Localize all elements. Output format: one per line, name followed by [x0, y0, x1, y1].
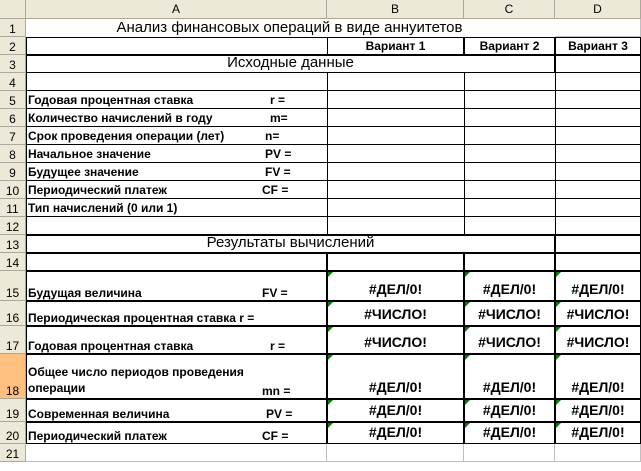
row-header-14[interactable]: 14: [0, 253, 26, 271]
input-symbol-3: n=: [265, 129, 280, 143]
row-header-12[interactable]: 12: [0, 217, 26, 235]
cell-d3[interactable]: [555, 55, 641, 73]
input-c-10[interactable]: [464, 181, 555, 199]
column-header-d[interactable]: D: [555, 0, 641, 19]
input-a-12[interactable]: [26, 217, 327, 235]
error-indicator-4-3: [556, 355, 561, 360]
sheet-title[interactable]: Анализ финансовых операций в виде аннуитетов: [26, 19, 555, 37]
gridline-row-20: [26, 461, 641, 462]
cell-c14[interactable]: [464, 253, 555, 271]
result-symbol-5: PV =: [266, 407, 293, 421]
result-value-3-3[interactable]: #ЧИСЛО!: [555, 326, 641, 354]
error-indicator-2-1: [328, 302, 333, 307]
input-c-5[interactable]: [464, 91, 555, 109]
error-indicator-6-1: [328, 423, 333, 428]
column-header-b[interactable]: B: [327, 0, 464, 19]
row-header-7[interactable]: 7: [0, 127, 26, 145]
result-value-5-3[interactable]: #ДЕЛ/0!: [555, 399, 641, 422]
row-header-8[interactable]: 8: [0, 145, 26, 163]
error-indicator-4-1: [328, 355, 333, 360]
input-c-12[interactable]: [464, 217, 555, 235]
error-indicator-3-1: [328, 327, 333, 332]
input-row-line-11: [26, 216, 641, 217]
input-row-line-10: [26, 198, 641, 199]
input-label-1: Годовая процентная ставка: [28, 93, 194, 107]
error-indicator-1-2: [465, 272, 470, 277]
input-c-11[interactable]: [464, 199, 555, 217]
row-header-4[interactable]: 4: [0, 73, 26, 91]
error-indicator-2-3: [556, 302, 561, 307]
error-indicator-3-3: [556, 327, 561, 332]
error-indicator-4-2: [465, 355, 470, 360]
result-label-6: Периодический платеж: [28, 429, 167, 443]
cell-d13[interactable]: [555, 235, 641, 253]
input-b-10[interactable]: [327, 181, 464, 199]
result-value-5-1[interactable]: #ДЕЛ/0!: [327, 399, 464, 422]
column-header-a[interactable]: A: [26, 0, 327, 19]
input-symbol-2: m=: [270, 111, 288, 125]
result-symbol-3: r =: [270, 339, 286, 353]
row-header-10[interactable]: 10: [0, 181, 26, 199]
error-indicator-1-3: [556, 272, 561, 277]
result-symbol-1: FV =: [262, 286, 288, 300]
input-b-12[interactable]: [327, 217, 464, 235]
result-value-2-2[interactable]: #ЧИСЛО!: [464, 301, 555, 326]
input-symbol-5: FV =: [265, 165, 291, 179]
row-header-16[interactable]: 16: [0, 301, 26, 326]
input-b-8[interactable]: [327, 145, 464, 163]
result-label-4: Общее число периодов проведения операции: [28, 365, 244, 395]
result-value-1-1[interactable]: #ДЕЛ/0!: [327, 271, 464, 301]
error-indicator-5-2: [465, 400, 470, 405]
input-a-4[interactable]: [26, 73, 327, 91]
input-label-5: Будущее значение: [28, 165, 139, 179]
input-row-line-9: [26, 180, 641, 181]
input-d-7[interactable]: [555, 127, 641, 145]
row-header-20[interactable]: 20: [0, 422, 26, 444]
variant-header-1[interactable]: Вариант 1: [327, 37, 464, 55]
input-c-8[interactable]: [464, 145, 555, 163]
input-row-line-6: [26, 126, 641, 127]
error-indicator-5-1: [328, 400, 333, 405]
input-d-8[interactable]: [555, 145, 641, 163]
result-value-1-3[interactable]: #ДЕЛ/0!: [555, 271, 641, 301]
select-all-corner[interactable]: [0, 0, 26, 19]
input-label-6: Периодический платеж: [28, 183, 167, 197]
row-header-15[interactable]: 15: [0, 271, 26, 301]
input-b-4[interactable]: [327, 73, 464, 91]
row-header-3[interactable]: 3: [0, 55, 26, 73]
error-indicator-6-3: [556, 423, 561, 428]
error-indicator-2-2: [465, 302, 470, 307]
row-header-13[interactable]: 13: [0, 235, 26, 253]
error-indicator-5-3: [556, 400, 561, 405]
input-b-6[interactable]: [327, 109, 464, 127]
result-value-4-2[interactable]: #ДЕЛ/0!: [464, 354, 555, 399]
error-indicator-3-2: [465, 327, 470, 332]
input-c-7[interactable]: [464, 127, 555, 145]
input-d-5[interactable]: [555, 91, 641, 109]
section-input-title[interactable]: Исходные данные: [26, 55, 555, 73]
input-d-12[interactable]: [555, 217, 641, 235]
row-header-2[interactable]: 2: [0, 37, 26, 55]
row-header-1[interactable]: 1: [0, 19, 26, 37]
row-header-5[interactable]: 5: [0, 91, 26, 109]
input-d-6[interactable]: [555, 109, 641, 127]
input-b-7[interactable]: [327, 127, 464, 145]
input-b-11[interactable]: [327, 199, 464, 217]
variant-header-3[interactable]: Вариант 3: [555, 37, 641, 55]
column-header-c[interactable]: C: [464, 0, 555, 19]
result-value-2-3[interactable]: #ЧИСЛО!: [555, 301, 641, 326]
cell-b14[interactable]: [327, 253, 464, 271]
result-value-3-1[interactable]: #ЧИСЛО!: [327, 326, 464, 354]
row-header-18[interactable]: 18: [0, 354, 26, 399]
result-symbol-6: CF =: [262, 429, 289, 443]
result-label-5: Современная величина: [28, 407, 170, 421]
input-label-3: Срок проведения операции (лет): [28, 129, 225, 143]
input-b-5[interactable]: [327, 91, 464, 109]
result-label-3: Годовая процентная ставка: [28, 339, 194, 353]
result-value-1-2[interactable]: #ДЕЛ/0!: [464, 271, 555, 301]
input-symbol-4: PV =: [265, 147, 292, 161]
input-label-2: Количество начислений в году: [28, 111, 213, 125]
result-value-6-2[interactable]: #ДЕЛ/0!: [464, 422, 555, 444]
input-label-7: Тип начислений (0 или 1): [28, 201, 178, 215]
input-d-9[interactable]: [555, 163, 641, 181]
result-value-4-1[interactable]: #ДЕЛ/0!: [327, 354, 464, 399]
cell-d14[interactable]: [555, 253, 641, 271]
row-header-17[interactable]: 17: [0, 326, 26, 354]
input-symbol-6: CF =: [262, 183, 289, 197]
input-row-line-4: [26, 90, 641, 91]
input-c-9[interactable]: [464, 163, 555, 181]
input-label-4: Начальное значение: [28, 147, 151, 161]
input-symbol-1: r =: [270, 93, 286, 107]
input-c-4[interactable]: [464, 73, 555, 91]
input-row-line-7: [26, 144, 641, 145]
result-value-6-3[interactable]: #ДЕЛ/0!: [555, 422, 641, 444]
result-value-3-2[interactable]: #ЧИСЛО!: [464, 326, 555, 354]
input-row-line-8: [26, 162, 641, 163]
input-row-line-5: [26, 108, 641, 109]
input-b-9[interactable]: [327, 163, 464, 181]
input-d-10[interactable]: [555, 181, 641, 199]
section-results-title[interactable]: Результаты вычислений: [26, 235, 555, 253]
row-header-11[interactable]: 11: [0, 199, 26, 217]
result-value-5-2[interactable]: #ДЕЛ/0!: [464, 399, 555, 422]
result-value-2-1[interactable]: #ЧИСЛО!: [327, 301, 464, 326]
input-d-4[interactable]: [555, 73, 641, 91]
error-indicator-1-1: [328, 272, 333, 277]
cell-a2[interactable]: [26, 37, 327, 55]
result-value-6-1[interactable]: #ДЕЛ/0!: [327, 422, 464, 444]
result-label-1: Будущая величина: [28, 286, 142, 300]
row-header-9[interactable]: 9: [0, 163, 26, 181]
error-indicator-6-2: [465, 423, 470, 428]
result-label-2: Периодическая процентная ставка r =: [28, 311, 255, 325]
row-header-19[interactable]: 19: [0, 399, 26, 422]
variant-header-2[interactable]: Вариант 2: [464, 37, 555, 55]
input-c-6[interactable]: [464, 109, 555, 127]
row-header-6[interactable]: 6: [0, 109, 26, 127]
result-symbol-4: mn =: [262, 384, 291, 398]
result-value-4-3[interactable]: #ДЕЛ/0!: [555, 354, 641, 399]
cell-a14[interactable]: [26, 253, 327, 271]
row-header-21[interactable]: 21: [0, 444, 26, 462]
input-d-11[interactable]: [555, 199, 641, 217]
